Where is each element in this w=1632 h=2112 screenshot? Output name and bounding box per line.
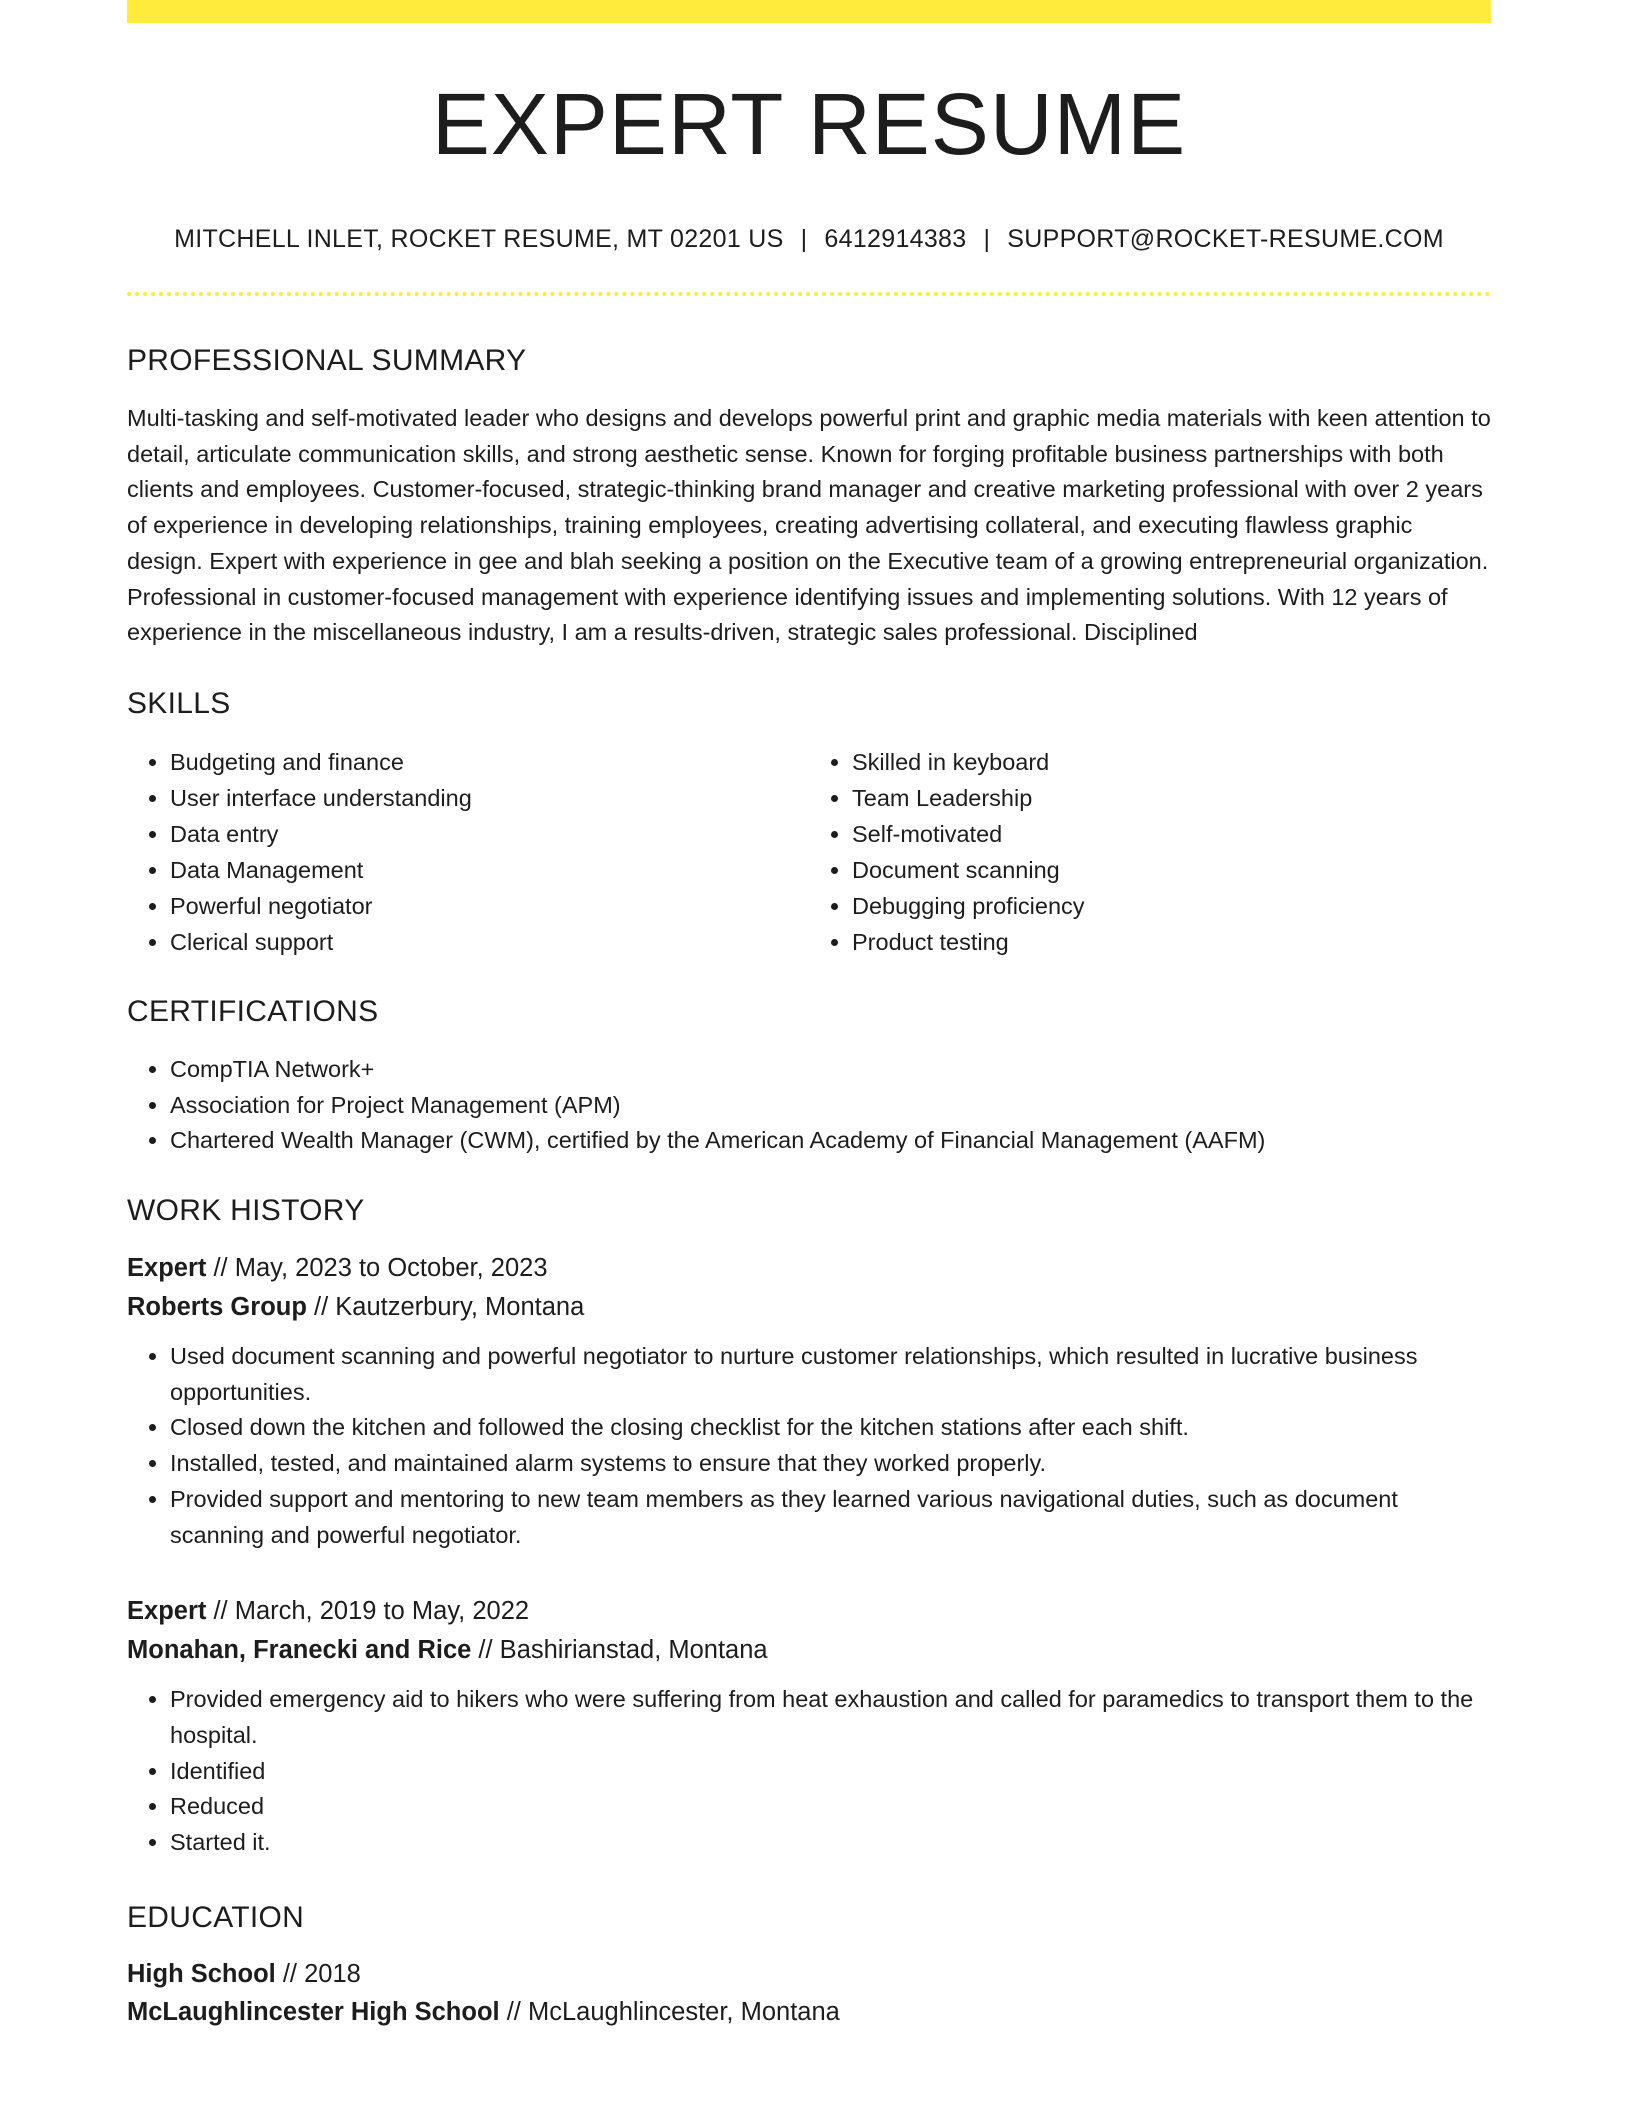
contact-address: MITCHELL INLET, ROCKET RESUME, MT 02201 US — [174, 225, 784, 253]
skill-item: • Document scanning — [852, 852, 1491, 888]
job-entry — [127, 1249, 1491, 1553]
education-heading: EDUCATION — [127, 1900, 305, 1934]
skill-item: • Data Management — [170, 852, 809, 888]
job-dates: // March, 2019 to May, 2022 — [206, 1597, 530, 1626]
job-company: Roberts Group — [127, 1293, 307, 1322]
job-company: Monahan, Franecki and Rice — [127, 1636, 472, 1665]
job-company-line — [127, 1631, 1491, 1670]
job-bullet: • Provided emergency aid to hikers who were suffering from heat exhaustion and called for paramedics to transport them to the hospital. — [170, 1682, 1491, 1753]
dotted-divider — [127, 292, 1491, 296]
job-bullets — [127, 1339, 1491, 1553]
certification-item: • CompTIA Network+ — [170, 1052, 1491, 1088]
skill-item: • Product testing — [852, 924, 1491, 960]
skill-item: • Debugging proficiency — [852, 888, 1491, 924]
top-accent-bar — [127, 0, 1491, 23]
job-bullet: • Installed, tested, and maintained alarm systems to ensure that they worked properly. — [170, 1446, 1491, 1482]
job-role: Expert — [127, 1254, 207, 1283]
contact-phone: 6412914383 — [824, 225, 967, 253]
job-location: // Kautzerbury, Montana — [306, 1293, 585, 1322]
skills-heading: SKILLS — [127, 686, 231, 720]
skill-item: • Team Leadership — [852, 780, 1491, 816]
certifications-heading: CERTIFICATIONS — [127, 994, 379, 1028]
job-bullet: • Reduced — [170, 1789, 1491, 1825]
job-entry — [127, 1592, 1491, 1861]
work-history-heading: WORK HISTORY — [127, 1194, 365, 1228]
contact-separator: | — [983, 225, 991, 253]
summary-heading: PROFESSIONAL SUMMARY — [127, 344, 527, 377]
certifications-list — [127, 1052, 1491, 1159]
skill-item: • Skilled in keyboard — [852, 744, 1491, 780]
certification-item: • Chartered Wealth Manager (CWM), certified by the American Academy of Financial Management (AAFM) — [170, 1123, 1491, 1159]
job-company-line — [127, 1288, 1491, 1327]
skill-item: • Clerical support — [170, 924, 809, 960]
education-degree-line — [127, 1955, 1491, 1993]
job-title-line — [127, 1592, 1491, 1631]
skills-list — [127, 744, 1491, 960]
contact-email[interactable]: SUPPORT@ROCKET-RESUME.COM — [1007, 225, 1444, 253]
job-bullet: • Used document scanning and powerful negotiator to nurture customer relationships, which resulted in lucrative business opportunities. — [170, 1339, 1491, 1410]
certification-item: • Association for Project Management (APM) — [170, 1088, 1491, 1124]
skill-item: • Powerful negotiator — [170, 888, 809, 924]
contact-line — [127, 225, 1491, 254]
job-dates: // May, 2023 to October, 2023 — [206, 1254, 548, 1283]
skills-column-right — [809, 744, 1491, 960]
summary-text: Multi-tasking and self-motivated leader who designs and develops powerful print and graphic media materials with keen attention to detail, articulate communication skills, and strong aesthetic sense. Known for forging profitable business partnerships with both clients and employees. Customer-focused, strategic-thinking brand manager and creative marketing professional with over 2 years of experience in developing relationships, training employees, creating advertising collateral, and executing flawless graphic design. Expert with experience in gee and blah seeking a position on the Executive team of a growing entrepreneurial organization. Professional in customer-focused management with experience identifying issues and implementing solutions. With 12 years of experience in the miscellaneous industry, I am a results-driven, strategic sales professional. Disciplined — [127, 405, 1491, 646]
job-bullets — [127, 1682, 1491, 1861]
education-degree: High School — [127, 1959, 276, 1988]
job-role: Expert — [127, 1597, 207, 1626]
job-bullet: • Provided support and mentoring to new team members as they learned various navigational duties, such as document scanning and powerful negotiator. — [170, 1482, 1491, 1553]
education-school-line — [127, 1993, 1491, 2031]
job-bullet: • Started it. — [170, 1825, 1491, 1861]
job-title-line — [127, 1249, 1491, 1288]
skills-column-left — [127, 744, 809, 960]
contact-separator: | — [800, 225, 808, 253]
education-location: // McLaughlincester, Montana — [499, 1997, 840, 2026]
education-year: // 2018 — [275, 1959, 361, 1988]
skill-item: • Data entry — [170, 816, 809, 852]
job-location: // Bashirianstad, Montana — [471, 1636, 768, 1665]
education-school: McLaughlincester High School — [127, 1997, 500, 2026]
job-bullet: • Identified — [170, 1754, 1491, 1790]
resume-page — [127, 0, 1491, 2031]
skill-item: • User interface understanding — [170, 780, 809, 816]
skill-item: • Self-motivated — [852, 816, 1491, 852]
resume-name: EXPERT RESUME — [431, 76, 1187, 173]
education-entry — [127, 1955, 1491, 2031]
skill-item: • Budgeting and finance — [170, 744, 809, 780]
job-bullet: • Closed down the kitchen and followed the closing checklist for the kitchen stations after each shift. — [170, 1410, 1491, 1446]
